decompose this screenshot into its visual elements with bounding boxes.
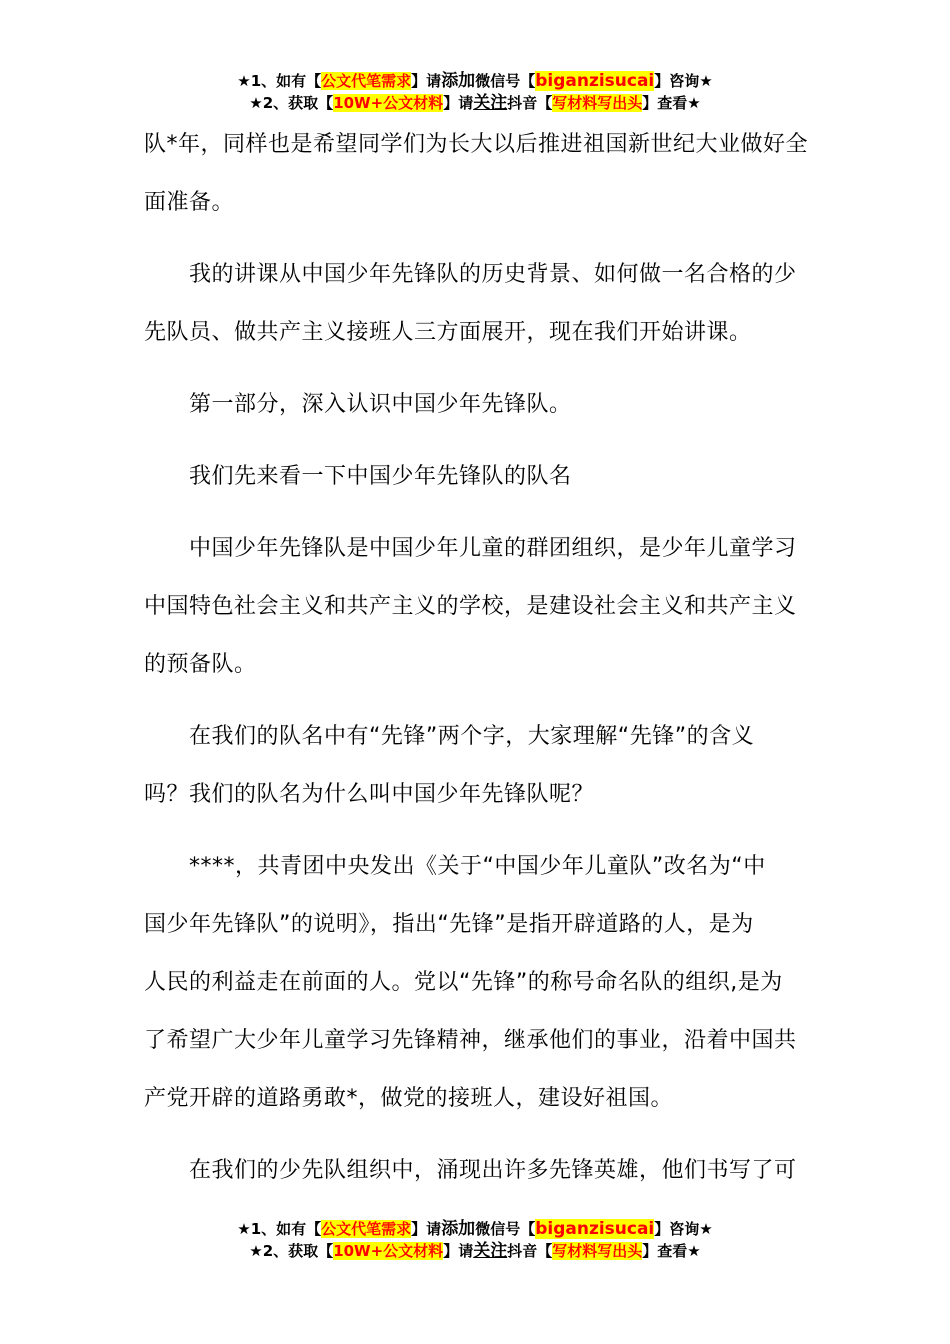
highlight-wechat-id: biganzisucai xyxy=(535,71,655,91)
paragraph-4: 我们先来看一下中国少年先锋队的队名 xyxy=(189,464,572,489)
promo-banner-top xyxy=(0,70,950,114)
highlight-wechat-id: biganzisucai xyxy=(535,1219,655,1239)
promo-line-2: ★2、获取【10W+公文材料】请关注抖音【写材料写出头】查看★ xyxy=(249,1241,701,1261)
highlight-service: 公文代笔需求 xyxy=(321,1220,412,1238)
paragraph-1: 队*年，同样也是希望同学们为长大以后推进祖国新世纪大业做好全 面准备。 xyxy=(144,132,809,215)
promo-line-2: ★2、获取【10W+公文材料】请关注抖音【写材料写出头】查看★ xyxy=(249,93,701,113)
highlight-materials: 10W+公文材料 xyxy=(333,94,444,112)
paragraph-2: 我的讲课从中国少年先锋队的历史背景、如何做一名合格的少 先队员、做共产主义接班人三方面展开，现在我们开始讲课。 xyxy=(144,262,797,345)
highlight-service: 公文代笔需求 xyxy=(321,72,412,90)
promo-line-1: ★1、如有【公文代笔需求】请添加微信号【biganzisucai】咨询★ xyxy=(237,1219,713,1239)
promo-banner-bottom xyxy=(0,1218,950,1262)
paragraph-6: 在我们的队名中有“先锋”两个字，大家理解“先锋”的含义 吗？我们的队名为什么叫中国少年先锋队呢？ xyxy=(144,724,755,807)
highlight-douyin-name: 写材料写出头 xyxy=(552,1242,643,1260)
paragraph-3: 第一部分，深入认识中国少年先锋队。 xyxy=(189,392,572,417)
paragraph-5: 中国少年先锋队是中国少年儿童的群团组织，是少年儿童学习 中国特色社会主义和共产主义的学校，是建设社会主义和共产主义 的预备队。 xyxy=(144,536,797,677)
promo-line-1: ★1、如有【公文代笔需求】请添加微信号【biganzisucai】咨询★ xyxy=(237,71,713,91)
highlight-douyin-name: 写材料写出头 xyxy=(552,94,643,112)
highlight-materials: 10W+公文材料 xyxy=(333,1242,444,1260)
paragraph-8: 在我们的少先队组织中，涌现出许多先锋英雄，他们书写了可 xyxy=(189,1158,797,1183)
document-body xyxy=(144,116,810,1200)
paragraph-7: ****，共青团中央发出《关于“中国少年儿童队”改名为“中 国少年先锋队”的说明》，指出“先锋”是指开辟道路的人，是为 人民的利益走在前面的人。党以“先锋”的称号命名队的组织,是为 了希望广大少年儿童学习先锋精神，继承他们的事业，沿着中国共 产党开辟的道路勇敢*，做党的接班人，建设好祖国。 xyxy=(144,854,797,1111)
